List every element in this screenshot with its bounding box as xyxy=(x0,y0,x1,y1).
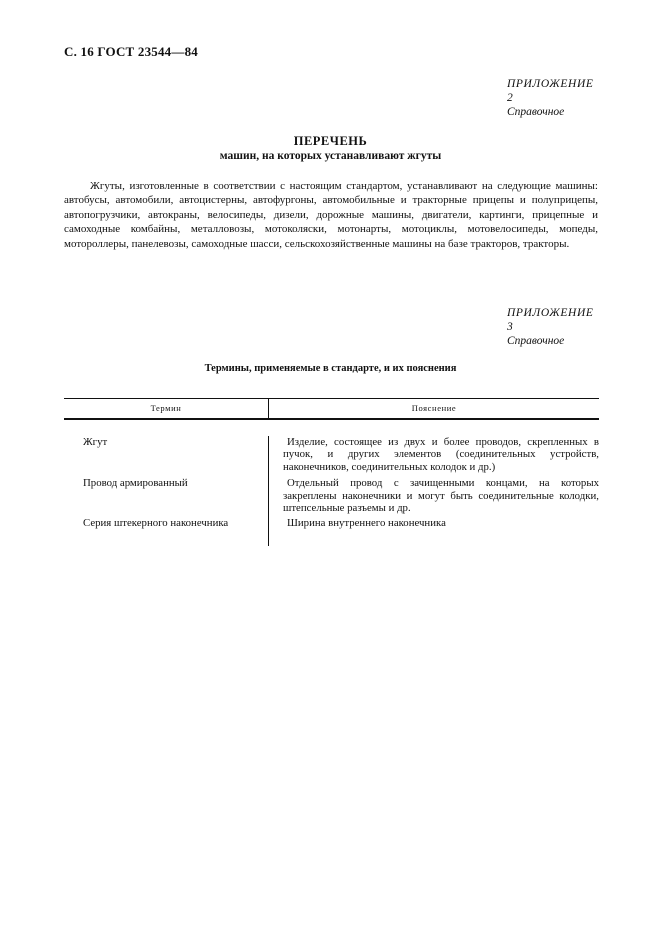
table-row xyxy=(64,477,599,514)
list-title: ПЕРЕЧЕНЬ xyxy=(293,134,368,148)
explanation-cell: Изделие, состоящее из двух и более проводов, скрепленных в пучок, и других элементов (соединительных устройств, наконечников, соединительных колодок и др.) xyxy=(283,436,599,473)
term-cell: Провод армированный xyxy=(83,477,188,490)
table-row xyxy=(64,436,599,473)
table-body xyxy=(64,436,599,530)
appendix-2-subtitle: Справочное xyxy=(507,106,565,118)
machines-paragraph: Жгуты, изготовленные в соответствии с настоящим стандартом, устанавливают на следующие машины: автобусы, автомобили, автоцистерны, автофургоны, автомобильные и тракторные прицепы и полуприцепы, автопогрузчики, автокраны, велосипеды, дизели, дорожные машины, двигатели, картинги, прицепные и самоходные комбайны, металловозы, мотоколяски, мотонарты, мотоциклы, мотовелосипеды, мопеды, мотороллеры, панелевозы, самоходные шасси, сельскохозяйственные машины на базе тракторов, тракторы. xyxy=(64,180,598,250)
list-subtitle: машин, на которых устанавливают жгуты xyxy=(219,150,442,162)
explanation-cell: Ширина внутреннего наконечника xyxy=(287,517,446,530)
appendix-3-subtitle: Справочное xyxy=(507,335,565,347)
list-heading xyxy=(0,134,661,164)
table-header-term: Термин xyxy=(64,399,269,418)
appendix-3-label xyxy=(507,306,593,348)
table-header-explanation: Пояснение xyxy=(411,403,457,413)
appendix-2-title: ПРИЛОЖЕНИЕ 2 xyxy=(507,78,594,104)
terms-table xyxy=(64,398,599,530)
term-cell: Жгут xyxy=(83,436,108,448)
page-header: С. 16 ГОСТ 23544—84 xyxy=(64,44,198,59)
appendix-2-label xyxy=(507,77,593,119)
explanation-cell: Отдельный провод с зачищенными концами, на которых закреплены наконечники и могут быть соединительные колодки, штепсельные разъемы и др. xyxy=(283,477,599,515)
terms-table-caption: Термины, применяемые в стандарте, и их пояснения xyxy=(204,363,457,374)
appendix-3-title: ПРИЛОЖЕНИЕ 3 xyxy=(507,307,594,333)
term-cell: Серия штекерного наконечника xyxy=(83,517,229,530)
table-header-row xyxy=(64,399,599,420)
table-column-divider xyxy=(268,436,269,546)
table-row xyxy=(64,517,599,529)
